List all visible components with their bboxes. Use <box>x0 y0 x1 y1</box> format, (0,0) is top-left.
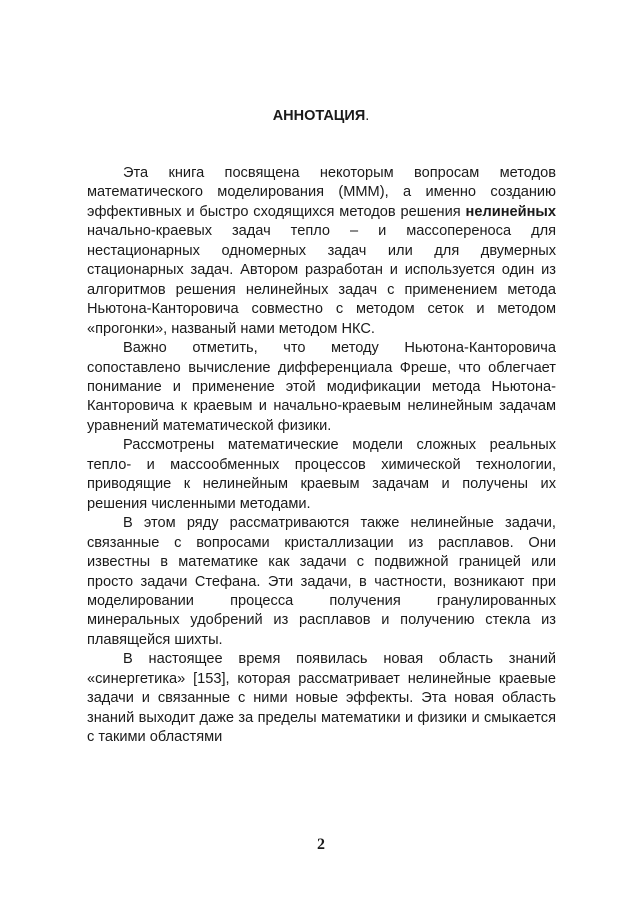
bold-term: нелинейных <box>465 203 556 220</box>
paragraph-1 <box>87 164 556 339</box>
paragraph-1-text-start: Эта книга посвящена некоторым вопросам методов математического моделирования (МММ), а именно созданию эффективных и быстро сходящихся методов решения <box>87 165 556 220</box>
title-text: АННОТАЦИЯ <box>272 108 366 124</box>
page-number: 2 <box>317 836 325 853</box>
paragraph-4: В этом ряду рассматриваются также нелинейные задачи, связанные с вопросами кристаллизации из расплавов. Они известны в математике как задачи с подвижной границей или просто задачи Стефана. Эти задачи, в частности, возникают при моделировании процесса получения гранулированных минеральных удобрений из расплавов и получению стекла из плавящейся шихты. <box>87 515 556 648</box>
paragraph-2: Важно отметить, что методу Ньютона-Канторовича сопоставлено вычисление дифференциала Фреше, что облегчает понимание и применение этой модификации метода Ньютона-Канторовича к краевым и начально-краевым нелинейным задачам уравнений математической физики. <box>87 340 556 434</box>
page-title <box>0 106 642 126</box>
title-period: . <box>365 108 370 124</box>
paragraph-3: Рассмотрены математические модели сложных реальных тепло- и массообменных процессов химической технологии, приводящие к нелинейным краевым задачам и получены их решения численными методами. <box>87 437 556 512</box>
paragraph-5: В настоящее время появилась новая область знаний «синергетика» [153], которая рассматривает нелинейные краевые задачи и связанные с ними новые эффекты. Эта новая область знаний выходит даже за пределы математики и физики и смыкается с такими областями <box>87 651 556 746</box>
paragraph-1-text-end: начально-краевых задач тепло – и массопереноса для нестационарных одномерных задач или для двумерных стационарных задач. Автором разработан и используется один из алгоритмов решения нелинейных задач с применением метода Ньютона-Канторовича совместно с методом сеток и методом «прогонки», названый нами методом НКС. <box>87 223 556 337</box>
abstract-body <box>87 164 556 748</box>
